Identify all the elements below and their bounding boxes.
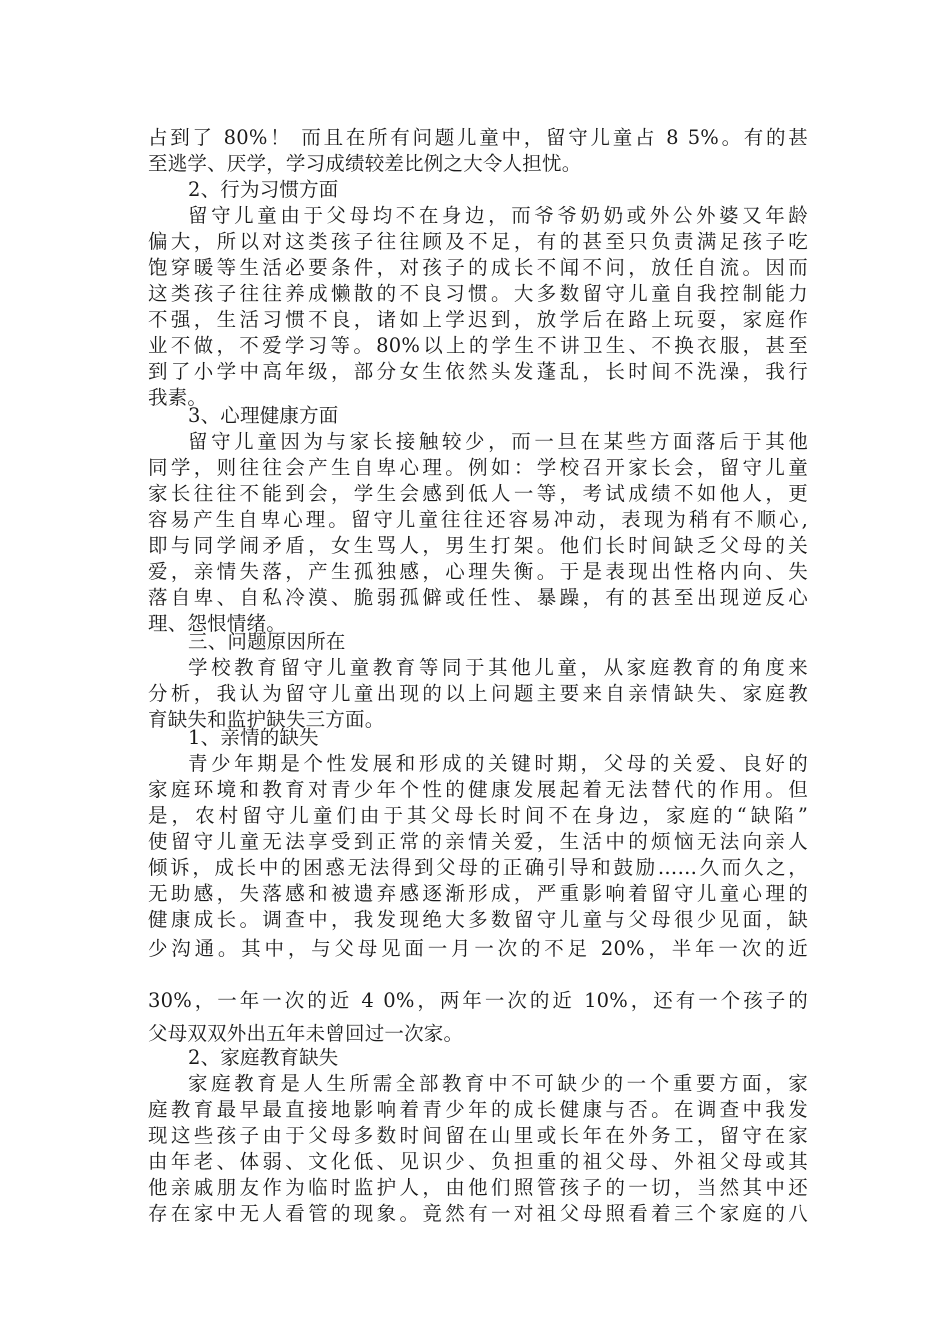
text-line: 至逃学、厌学，学习成绩较差比例之大令人担忧。 <box>148 152 582 175</box>
text-line: 现这些孩子由于父母多数时间留在山里或长年在外务工，留守在家 <box>148 1124 808 1147</box>
text-line: 爱，亲情失落，产生孤独感，心理失衡。于是表现出性格内向、失 <box>148 560 808 583</box>
text-line: 饱穿暖等生活必要条件，对孩子的成长不闻不问，放任自流。因而 <box>148 256 808 279</box>
text-line: 业不做，不爱学习等。80%以上的学生不讲卫生、不换衣服，甚至 <box>148 334 808 357</box>
text-line: 庭教育最早最直接地影响着青少年的成长健康与否。在调查中我发 <box>148 1098 808 1121</box>
text-line: 父母双双外出五年未曾回过一次家。 <box>148 1022 464 1045</box>
text-line: 育缺失和监护缺失三方面。 <box>148 708 385 731</box>
text-line: 家庭环境和教育对青少年个性的健康发展起着无法替代的作用。但 <box>148 778 808 801</box>
text-line: 偏大，所以对这类孩子往往顾及不足，有的甚至只负责满足孩子吃 <box>148 230 808 253</box>
text-line: 留守儿童由于父母均不在身边，而爷爷奶奶或外公外婆又年龄 <box>188 204 808 227</box>
text-line: 留守儿童因为与家长接触较少，而一旦在某些方面落后于其他 <box>188 430 808 453</box>
text-line: 少沟通。其中，与父母见面一月一次的不足 20%，半年一次的近 <box>148 937 808 960</box>
text-line: 30%，一年一次的近 4 0%，两年一次的近 10%，还有一个孩子的 <box>148 989 808 1012</box>
section-heading: 三、问题原因所在 <box>188 630 346 653</box>
text-line: 理、怨恨情绪。 <box>148 612 286 635</box>
text-line: 分析，我认为留守儿童出现的以上问题主要来自亲情缺失、家庭教 <box>148 682 808 705</box>
text-line: 同学，则往往会产生自卑心理。例如：学校召开家长会，留守儿童 <box>148 456 808 479</box>
text-line: 这类孩子往往养成懒散的不良习惯。大多数留守儿童自我控制能力 <box>148 282 808 305</box>
text-line: 我素。 <box>148 386 208 409</box>
text-line: 容易产生自卑心理。留守儿童往往还容易冲动，表现为稍有不顺心, <box>148 508 808 531</box>
text-line: 存在家中无人看管的现象。竟然有一对祖父母照看着三个家庭的八 <box>148 1202 808 1225</box>
section-heading: 2、行为习惯方面 <box>188 178 339 201</box>
section-heading: 1、亲情的缺失 <box>188 726 319 749</box>
text-line: 使留守儿童无法享受到正常的亲情关爱，生活中的烦恼无法向亲人 <box>148 830 808 853</box>
text-line: 青少年期是个性发展和形成的关键时期，父母的关爱、良好的 <box>188 752 808 775</box>
text-line: 他亲戚朋友作为临时监护人，由他们照管孩子的一切，当然其中还 <box>148 1176 808 1199</box>
text-line: 落自卑、自私冷漠、脆弱孤僻或任性、暴躁，有的甚至出现逆反心 <box>148 586 808 609</box>
text-line: 健康成长。调查中，我发现绝大多数留守儿童与父母很少见面，缺 <box>148 908 808 931</box>
text-line: 无助感，失落感和被遗弃感逐渐形成，严重影响着留守儿童心理的 <box>148 882 808 905</box>
text-line: 倾诉，成长中的困惑无法得到父母的正确引导和鼓励……久而久之， <box>148 856 808 879</box>
text-line: 占到了 80%！ 而且在所有问题儿童中，留守儿童占 8 5%。有的甚 <box>148 126 808 149</box>
text-line: 家长往往不能到会，学生会感到低人一等，考试成绩不如他人，更 <box>148 482 808 505</box>
section-heading: 3、心理健康方面 <box>188 404 339 427</box>
text-line: 是，农村留守儿童们由于其父母长时间不在身边，家庭的“缺陷” <box>148 804 808 827</box>
text-line: 不强，生活习惯不良，诸如上学迟到，放学后在路上玩耍，家庭作 <box>148 308 808 331</box>
text-line: 到了小学中高年级，部分女生依然头发蓬乱，长时间不洗澡，我行 <box>148 360 808 383</box>
section-heading: 2、家庭教育缺失 <box>188 1046 339 1069</box>
text-line: 即与同学闹矛盾，女生骂人，男生打架。他们长时间缺乏父母的关 <box>148 534 808 557</box>
text-line: 由年老、体弱、文化低、见识少、负担重的祖父母、外祖父母或其 <box>148 1150 808 1173</box>
text-line: 家庭教育是人生所需全部教育中不可缺少的一个重要方面，家 <box>188 1072 808 1095</box>
text-line: 学校教育留守儿童教育等同于其他儿童，从家庭教育的角度来 <box>188 656 808 679</box>
